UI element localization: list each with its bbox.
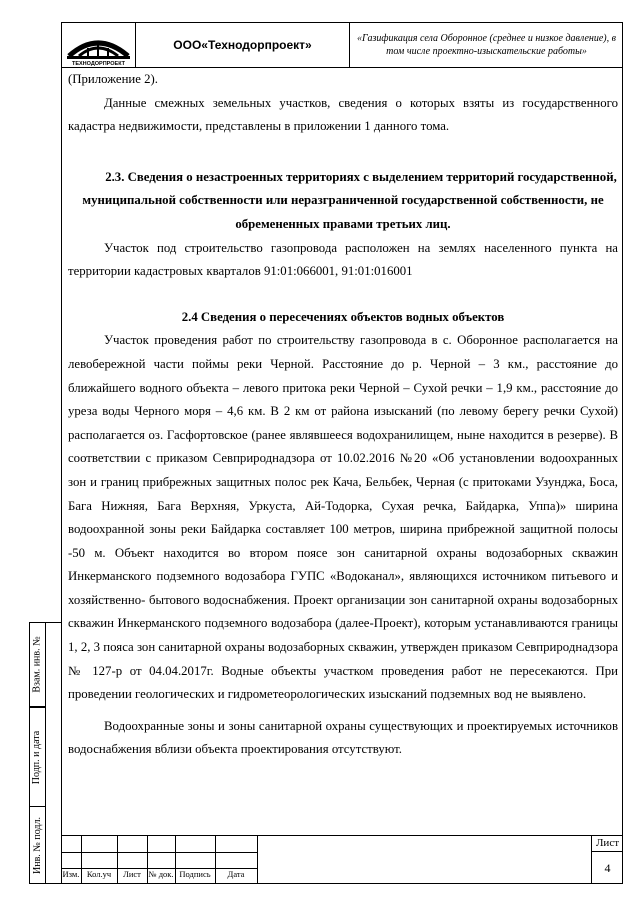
logo-text: ТЕХНОДОРПРОЕКТ [71,61,126,67]
stamp-col-izm: Изм. [62,869,80,879]
side-label-vzam: Взам. инв. № [31,636,43,693]
stamp-col-doc: № док. [148,869,174,879]
page-header [61,22,623,68]
paragraph-water-objects: Участок проведения работ по строительству газопровода в с. Оборонное располагается на левобережной части поймы реки Черной. Расстояние до р. Черной – 3 км., расстояние до ближайшего водного объекта – левого притока реки Черной – Сухой речки – 1,9 км., расстояние до уреза воды Черного моря – 4,6 км. В 2 км от района изысканий (по левому берегу речки Сухой) располагается оз. Гасфортовское (ранее являвшееся водохранилищем, ныне находится в резерве). В соответствии с приказом Севприроднадзора от 10.02.2016 №20 «Об установлении водоохранных зон и границ прибрежных защитных полос рек Кача, Бельбек, Черная (с притоками Узунджа, Боса, Бага Нижняя, Бага Верхняя, Уркуста, Ай-Тодорка, Сухая речка, Байдарка, Уппа)» ширина водоохранной зоны реки Байдарка составляет 100 метров, ширина прибрежной защитной полосы -50 м. Объект находится во втором поясе зон санитарной охраны водозаборных скважин Инкерманского подземного водозабора ГУПС «Водоканал», являющихся источником питьевого и хозяйственно- бытового водоснабжения. Проект организации зон санитарной охраны водозаборных скважин Инкерманского подземного водозабора (далее-Проект), которым устанавливаются границы 1, 2, 3 пояса зон санитарной охраны водозаборных скважин, утвержден приказом Севприроднадзора № 127-р от 04.04.2017г. Водные объекты участком проведения работ не пересекаются. При проведении геологических и гидрометеорологических изысканий подземных вод не выявлено. [68,333,618,702]
logo-icon [61,22,136,67]
stamp-col-date: Дата [227,869,245,879]
company-logo [61,22,136,67]
side-stamp-column-values [45,622,61,884]
paragraph-land-plots: Данные смежных земельных участков, сведения о которых взяты из государственного кадастра недвижимости, представлены в приложении 1 данного тома. [68,95,618,134]
side-label-inv: Инв. № подл. [31,817,43,874]
section-heading-2-3: 2.3. Сведения о незастроенных территориях с выделением территорий государственной, муниципальной собственности или неразграниченной государственной собственности, не обремененных правами третьих лиц. [82,169,617,231]
document-body [68,68,618,762]
stamp-col-kol: Кол.уч [86,869,112,879]
title-block [61,835,623,884]
side-label-podp: Подп. и дата [31,730,43,784]
company-name: ООО«Технодорпроект» [136,22,350,67]
sheet-number: 4 [604,860,611,875]
paragraph-protection-zones: Водоохранные зоны и зоны санитарной охраны существующих и проектируемых источников водоснабжения вблизи объекта проектирования отсутствуют. [68,718,618,757]
paragraph-territory: Участок под строительство газопровода расположен на землях населенного пункта на территории кадастровых кварталов 91:01:066001, 91:01:016001 [68,240,618,279]
section-heading-2-4: 2.4 Сведения о пересечениях объектов водных объектов [181,309,505,324]
stamp-col-sign: Подпись [179,869,211,879]
sheet-label: Лист [592,837,623,852]
stamp-col-list: Лист [123,869,141,879]
project-title: «Газификация села Оборонное (среднее и низкое давление), в том числе проектно-изыскательские работы» [357,32,616,57]
paragraph-appendix: (Приложение 2). [68,72,159,86]
